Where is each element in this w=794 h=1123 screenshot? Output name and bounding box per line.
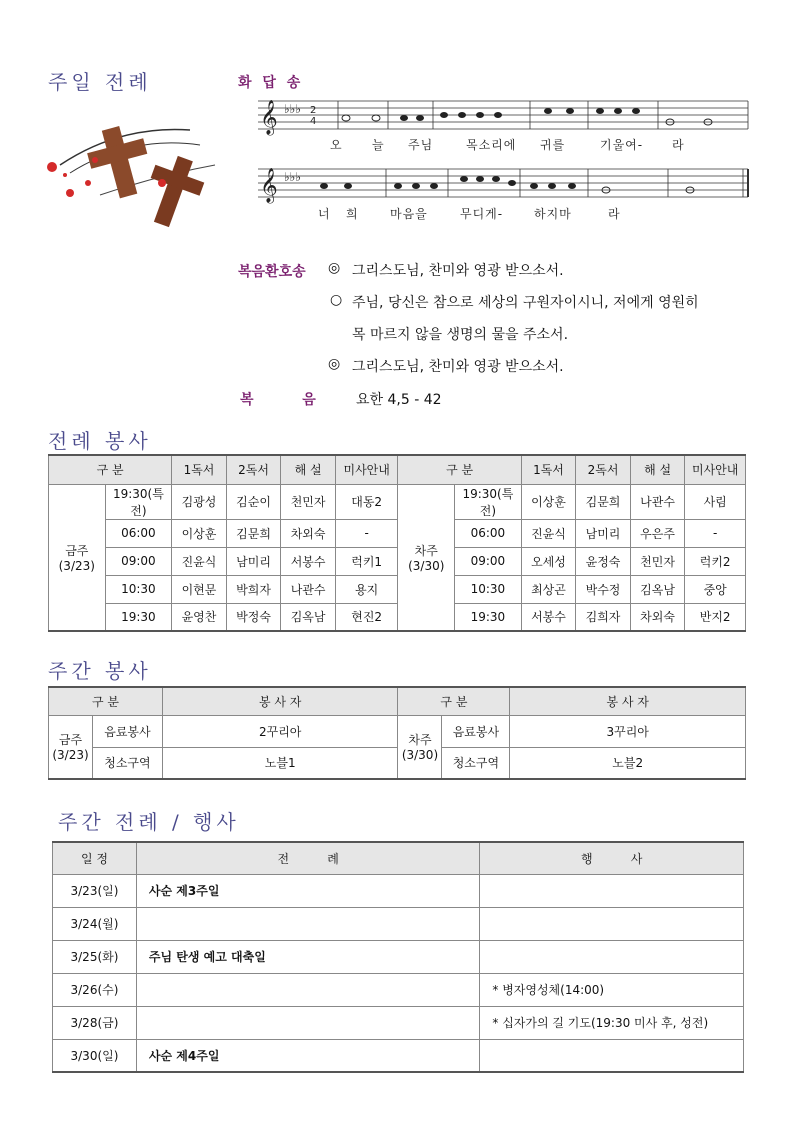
cell: 차외숙 <box>630 603 685 631</box>
lyric-2-4: 하지마 <box>534 207 572 221</box>
group-next-week: 차주 (3/30) <box>398 484 455 631</box>
cell-date: 3/25(화) <box>53 940 137 973</box>
liturgy-service-title: 전례 봉사 <box>48 429 152 453</box>
acclamation-line-3: 그리스도님, 찬미와 영광 받으소서. <box>352 359 564 375</box>
header-reading1-right: 1독서 <box>521 455 576 484</box>
header-usher-right: 미사안내 <box>685 455 746 484</box>
cell-event <box>480 940 744 973</box>
cell: 19:30 <box>105 603 172 631</box>
cell: 박수정 <box>576 575 631 603</box>
cell: - <box>335 519 398 547</box>
svg-text:𝄞: 𝄞 <box>260 168 278 203</box>
lyric-1-1: 늘 <box>372 138 385 152</box>
table-row <box>49 715 746 747</box>
cell: 10:30 <box>105 575 172 603</box>
cell: 06:00 <box>105 519 172 547</box>
cell: 김문희 <box>226 519 281 547</box>
cell-event <box>480 874 744 907</box>
table-row <box>53 907 744 940</box>
table-row <box>53 1006 744 1039</box>
cell-date: 3/28(금) <box>53 1006 137 1039</box>
cell-event <box>480 1039 744 1072</box>
table-row <box>53 874 744 907</box>
weekly-events-table <box>52 841 744 1073</box>
header-volunteer-left: 봉 사 자 <box>162 687 398 715</box>
music-staff-2 <box>258 165 750 205</box>
cell: 박희자 <box>226 575 281 603</box>
cell: 19:30(특전) <box>455 484 522 519</box>
cell: 김옥남 <box>630 575 685 603</box>
cell: 최상곤 <box>521 575 576 603</box>
liturgy-service-table <box>48 454 746 632</box>
cell: 진윤식 <box>521 519 576 547</box>
cell: 10:30 <box>455 575 522 603</box>
cell: 음료봉사 <box>92 715 162 747</box>
cell-liturgy <box>136 973 479 1006</box>
cell: 서봉수 <box>281 547 336 575</box>
cell-date: 3/23(일) <box>53 874 137 907</box>
responsorial-label: 화 답 송 <box>238 75 304 91</box>
acclamation-line-2: 목 마르지 않을 생명의 물을 주소서. <box>352 327 569 343</box>
sunday-liturgy-title: 주일 전례 <box>48 70 152 94</box>
gospel-label: 복 음 <box>240 392 316 408</box>
cell: 럭키2 <box>685 547 746 575</box>
table-row <box>49 747 746 779</box>
cell: 청소구역 <box>442 747 510 779</box>
gospel-acclamation-label: 복음환호송 <box>238 264 306 280</box>
header-reading2-right: 2독서 <box>576 455 631 484</box>
weekly-events-title: 주간 전례 / 행사 <box>58 810 240 834</box>
header-commentary-left: 해 설 <box>281 455 336 484</box>
cell: 19:30(특전) <box>105 484 172 519</box>
table-row <box>53 973 744 1006</box>
cell: 대동2 <box>335 484 398 519</box>
cell: 남미리 <box>226 547 281 575</box>
cell: 중앙 <box>685 575 746 603</box>
acclamation-mark-0: ◎ <box>328 260 341 276</box>
acclamation-line-0: 그리스도님, 찬미와 영광 받으소서. <box>352 263 564 279</box>
cell: 09:00 <box>105 547 172 575</box>
lyric-2-3: 무디게- <box>460 207 504 221</box>
header-date: 일 정 <box>53 842 137 874</box>
table-row <box>53 940 744 973</box>
cell: 이상훈 <box>521 484 576 519</box>
table-row <box>53 1039 744 1072</box>
acclamation-line-1: 주님, 당신은 참으로 세상의 구원자이시니, 저에게 영원히 <box>352 295 699 311</box>
svg-text:𝄞: 𝄞 <box>260 100 278 135</box>
header-event: 행 사 <box>480 842 744 874</box>
header-commentary-right: 해 설 <box>630 455 685 484</box>
cell: 용지 <box>335 575 398 603</box>
cell-event: * 병자영성체(14:00) <box>480 973 744 1006</box>
cell: 나관수 <box>281 575 336 603</box>
cell-date: 3/30(일) <box>53 1039 137 1072</box>
lyric-2-1: 희 <box>346 207 359 221</box>
header-category-right: 구 분 <box>398 687 510 715</box>
weekly-service-table <box>48 686 746 780</box>
lyric-2-5: 라 <box>608 207 621 221</box>
header-volunteer-right: 봉 사 자 <box>510 687 746 715</box>
cell: 서봉수 <box>521 603 576 631</box>
cell: 이상훈 <box>172 519 227 547</box>
svg-text:2: 2 <box>310 105 317 116</box>
cell: 3꾸리아 <box>510 715 746 747</box>
lyric-2-2: 마음을 <box>390 207 428 221</box>
header-usher-left: 미사안내 <box>335 455 398 484</box>
cell-liturgy: 사순 제4주일 <box>136 1039 479 1072</box>
lyric-1-6: 라 <box>672 138 685 152</box>
svg-text:♭♭♭: ♭♭♭ <box>284 170 301 184</box>
cell: 진윤식 <box>172 547 227 575</box>
group-next-week: 차주 (3/30) <box>398 715 442 779</box>
table-row <box>49 603 746 631</box>
lyric-1-4: 귀를 <box>540 138 566 152</box>
cell: 오세성 <box>521 547 576 575</box>
cell: 현진2 <box>335 603 398 631</box>
cell: 럭키1 <box>335 547 398 575</box>
cell: 사림 <box>685 484 746 519</box>
weekly-service-title: 주간 봉사 <box>48 659 152 683</box>
header-category-right: 구 분 <box>398 455 521 484</box>
music-staff-1 <box>258 97 750 137</box>
cell: 노블2 <box>510 747 746 779</box>
cell: 윤정숙 <box>576 547 631 575</box>
cell: 천민자 <box>281 484 336 519</box>
header-category-left: 구 분 <box>49 455 172 484</box>
cell: 김순이 <box>226 484 281 519</box>
lyric-1-0: 오 <box>330 138 343 152</box>
cell: 천민자 <box>630 547 685 575</box>
cell-liturgy: 주님 탄생 예고 대축일 <box>136 940 479 973</box>
cell: 나관수 <box>630 484 685 519</box>
cell: 우은주 <box>630 519 685 547</box>
cell: 남미리 <box>576 519 631 547</box>
table-row <box>49 575 746 603</box>
cell-liturgy <box>136 1006 479 1039</box>
cell-date: 3/24(월) <box>53 907 137 940</box>
cell: 06:00 <box>455 519 522 547</box>
gospel-text: 요한 4,5 - 42 <box>356 392 442 408</box>
header-reading2-left: 2독서 <box>226 455 281 484</box>
cell: 반지2 <box>685 603 746 631</box>
cell-event: * 십자가의 길 기도(19:30 미사 후, 성전) <box>480 1006 744 1039</box>
cell: 2꾸리아 <box>162 715 398 747</box>
table-row <box>49 547 746 575</box>
lyric-1-5: 기울여- <box>600 138 644 152</box>
cell: 김문희 <box>576 484 631 519</box>
crosses-illustration <box>40 105 220 235</box>
cell: 음료봉사 <box>442 715 510 747</box>
group-this-week: 금주 (3/23) <box>49 715 93 779</box>
lyric-1-2: 주님 <box>408 138 434 152</box>
cell: 김광성 <box>172 484 227 519</box>
header-liturgy: 전 례 <box>136 842 479 874</box>
cell: - <box>685 519 746 547</box>
header-reading1-left: 1독서 <box>172 455 227 484</box>
svg-text:4: 4 <box>310 116 317 127</box>
cell: 차외숙 <box>281 519 336 547</box>
cell: 노블1 <box>162 747 398 779</box>
cell: 김옥남 <box>281 603 336 631</box>
cell-date: 3/26(수) <box>53 973 137 1006</box>
table-row <box>49 484 746 519</box>
svg-text:♭♭♭: ♭♭♭ <box>284 102 301 116</box>
lyric-2-0: 너 <box>318 207 331 221</box>
acclamation-mark-3: ◎ <box>328 356 341 372</box>
cell: 윤영찬 <box>172 603 227 631</box>
acclamation-mark-1: ○ <box>330 292 343 308</box>
cell-liturgy: 사순 제3주일 <box>136 874 479 907</box>
group-this-week: 금주 (3/23) <box>49 484 106 631</box>
cell: 09:00 <box>455 547 522 575</box>
cell: 이현문 <box>172 575 227 603</box>
cell: 19:30 <box>455 603 522 631</box>
cell-event <box>480 907 744 940</box>
header-category-left: 구 분 <box>49 687 163 715</box>
cell-liturgy <box>136 907 479 940</box>
cell: 김희자 <box>576 603 631 631</box>
table-row <box>49 519 746 547</box>
cell: 청소구역 <box>92 747 162 779</box>
lyric-1-3: 목소리에 <box>466 138 517 152</box>
cell: 박정숙 <box>226 603 281 631</box>
